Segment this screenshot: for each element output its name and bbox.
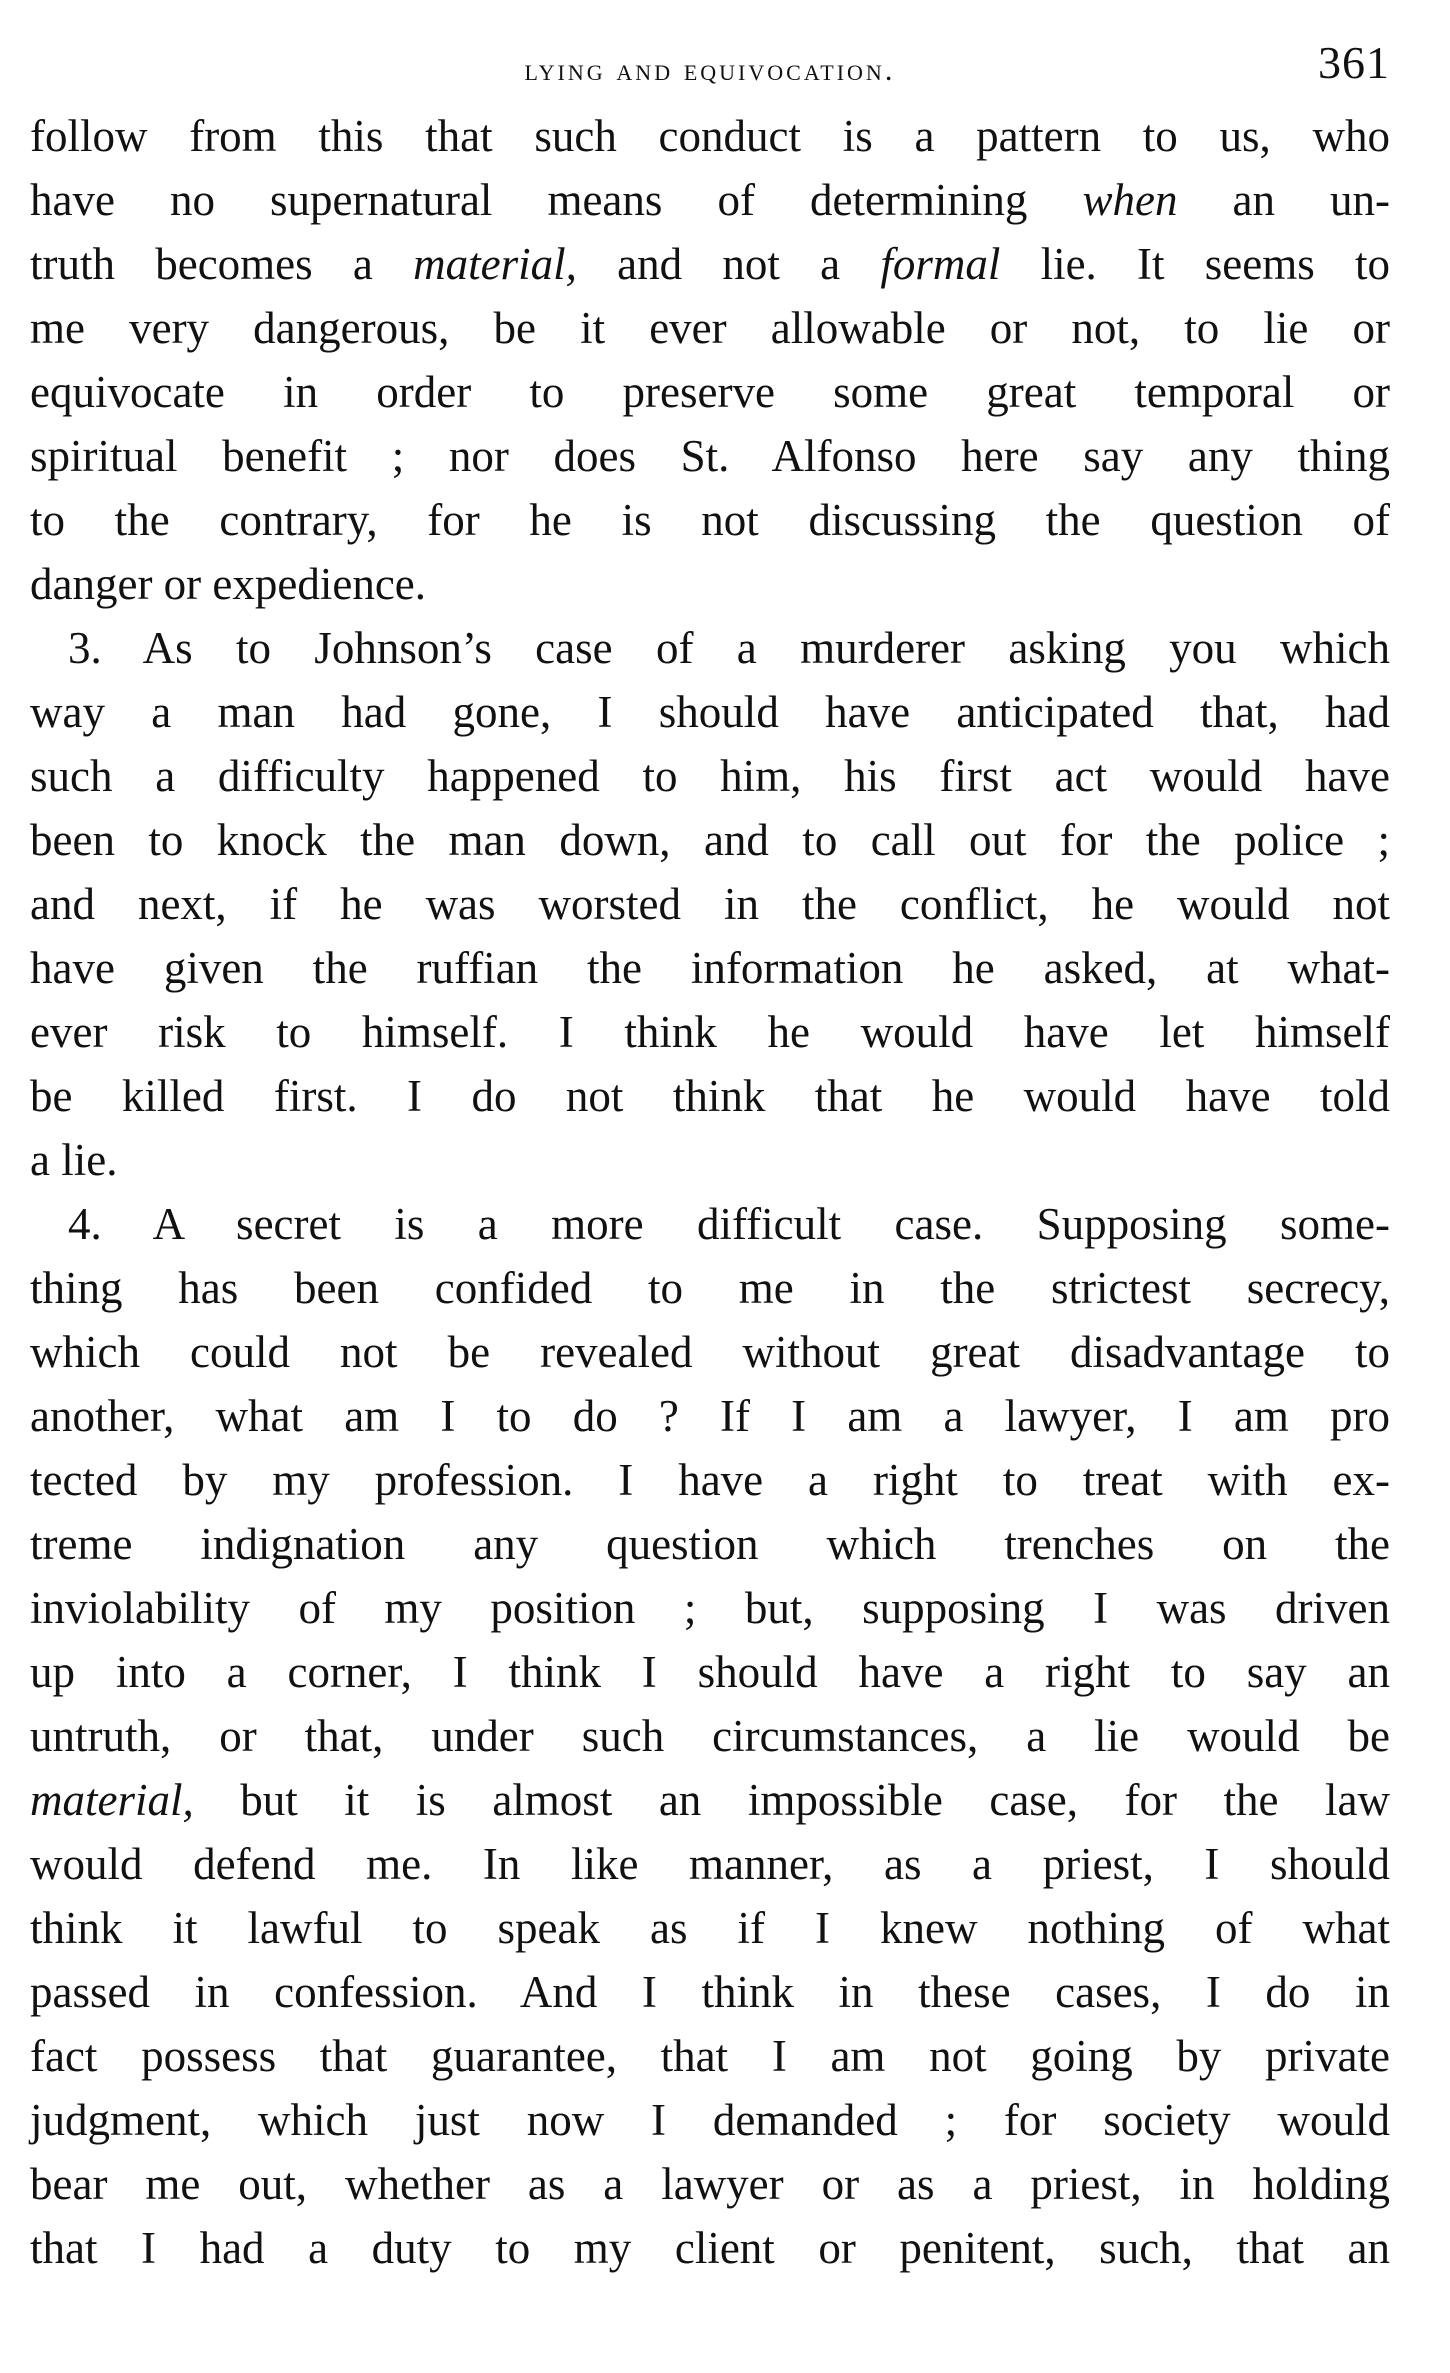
- body-text: [30, 104, 1390, 2280]
- text-line: [30, 1064, 1390, 1128]
- text-line: [30, 1256, 1390, 1320]
- text-line: [30, 616, 1390, 680]
- text-segment: inviolability of my position ; but, supposing I was driven: [30, 1583, 1390, 1633]
- text-segment: spiritual benefit ; nor does St. Alfonso here say any thing: [30, 431, 1390, 481]
- text-segment: such a difficulty happened to him, his first act would have: [30, 751, 1390, 801]
- text-line: [30, 1896, 1390, 1960]
- running-head: [30, 30, 1390, 104]
- text-segment: truth becomes a: [30, 239, 414, 289]
- text-segment: be killed first. I do not think that he would have told: [30, 1071, 1390, 1121]
- text-segment: untruth, or that, under such circumstances, a lie would be: [30, 1711, 1390, 1761]
- book-page: [30, 30, 1390, 2280]
- italic-text: formal: [880, 239, 1001, 289]
- text-segment: another, what am I to do ? If I am a lawyer, I am pro: [30, 1391, 1390, 1441]
- text-segment: tected by my profession. I have a right to treat with ex-: [30, 1455, 1390, 1505]
- italic-text: material,: [30, 1775, 194, 1825]
- text-segment: lie. It seems to: [1000, 239, 1390, 289]
- text-segment: bear me out, whether as a lawyer or as a priest, in holding: [30, 2159, 1390, 2209]
- text-line: [30, 1512, 1390, 1576]
- text-segment: way a man had gone, I should have anticipated that, had: [30, 687, 1390, 737]
- text-segment: an un-: [1177, 175, 1390, 225]
- text-segment: and not a: [576, 239, 881, 289]
- text-line: [30, 1768, 1390, 1832]
- text-segment: have given the ruffian the information he asked, at what-: [30, 943, 1390, 993]
- text-line: [30, 488, 1390, 552]
- text-segment: 3. As to Johnson’s case of a murderer asking you which: [68, 623, 1390, 673]
- text-segment: fact possess that guarantee, that I am not going by private: [30, 2031, 1390, 2081]
- text-line: [30, 1192, 1390, 1256]
- text-line: [30, 168, 1390, 232]
- text-segment: which could not be revealed without great disadvantage to: [30, 1327, 1390, 1377]
- text-line: [30, 808, 1390, 872]
- text-line: [30, 232, 1390, 296]
- text-line: [30, 424, 1390, 488]
- text-segment: ever risk to himself. I think he would have let himself: [30, 1007, 1390, 1057]
- text-segment: think it lawful to speak as if I knew nothing of what: [30, 1903, 1390, 1953]
- text-line: [30, 1640, 1390, 1704]
- text-segment: but it is almost an impossible case, for the law: [193, 1775, 1390, 1825]
- text-segment: judgment, which just now I demanded ; for society would: [30, 2095, 1390, 2145]
- text-line: [30, 1960, 1390, 2024]
- running-title: lying and equivocation.: [524, 52, 896, 87]
- text-line: [30, 1832, 1390, 1896]
- text-segment: passed in confession. And I think in these cases, I do in: [30, 1967, 1390, 2017]
- text-segment: follow from this that such conduct is a pattern to us, who: [30, 111, 1390, 161]
- text-line: [30, 296, 1390, 360]
- text-segment: me very dangerous, be it ever allowable or not, to lie or: [30, 303, 1390, 353]
- page-number: 361: [1318, 37, 1390, 88]
- text-line: [30, 1128, 1390, 1192]
- text-line: [30, 2024, 1390, 2088]
- text-line: [30, 680, 1390, 744]
- text-line: [30, 1384, 1390, 1448]
- text-line: [30, 2216, 1390, 2280]
- text-segment: and next, if he was worsted in the conflict, he would not: [30, 879, 1390, 929]
- text-segment: have no supernatural means of determining: [30, 175, 1083, 225]
- text-line: [30, 552, 1390, 616]
- text-segment: treme indignation any question which trenches on the: [30, 1519, 1390, 1569]
- text-line: [30, 936, 1390, 1000]
- text-line: [30, 744, 1390, 808]
- italic-text: material,: [413, 239, 577, 289]
- text-segment: thing has been confided to me in the strictest secrecy,: [30, 1263, 1390, 1313]
- text-segment: 4. A secret is a more difficult case. Supposing some-: [68, 1199, 1390, 1249]
- text-segment: a lie.: [30, 1135, 118, 1185]
- text-line: [30, 2088, 1390, 2152]
- text-line: [30, 1000, 1390, 1064]
- text-segment: danger or expedience.: [30, 559, 427, 609]
- text-segment: that I had a duty to my client or penitent, such, that an: [30, 2223, 1390, 2273]
- text-segment: equivocate in order to preserve some great temporal or: [30, 367, 1390, 417]
- text-segment: to the contrary, for he is not discussing the question of: [30, 495, 1390, 545]
- text-line: [30, 1704, 1390, 1768]
- text-line: [30, 872, 1390, 936]
- text-line: [30, 360, 1390, 424]
- text-line: [30, 2152, 1390, 2216]
- text-line: [30, 104, 1390, 168]
- text-line: [30, 1448, 1390, 1512]
- text-line: [30, 1320, 1390, 1384]
- text-segment: been to knock the man down, and to call out for the police ;: [30, 815, 1390, 865]
- text-line: [30, 1576, 1390, 1640]
- text-segment: up into a corner, I think I should have a right to say an: [30, 1647, 1390, 1697]
- italic-text: when: [1082, 175, 1178, 225]
- text-segment: would defend me. In like manner, as a priest, I should: [30, 1839, 1390, 1889]
